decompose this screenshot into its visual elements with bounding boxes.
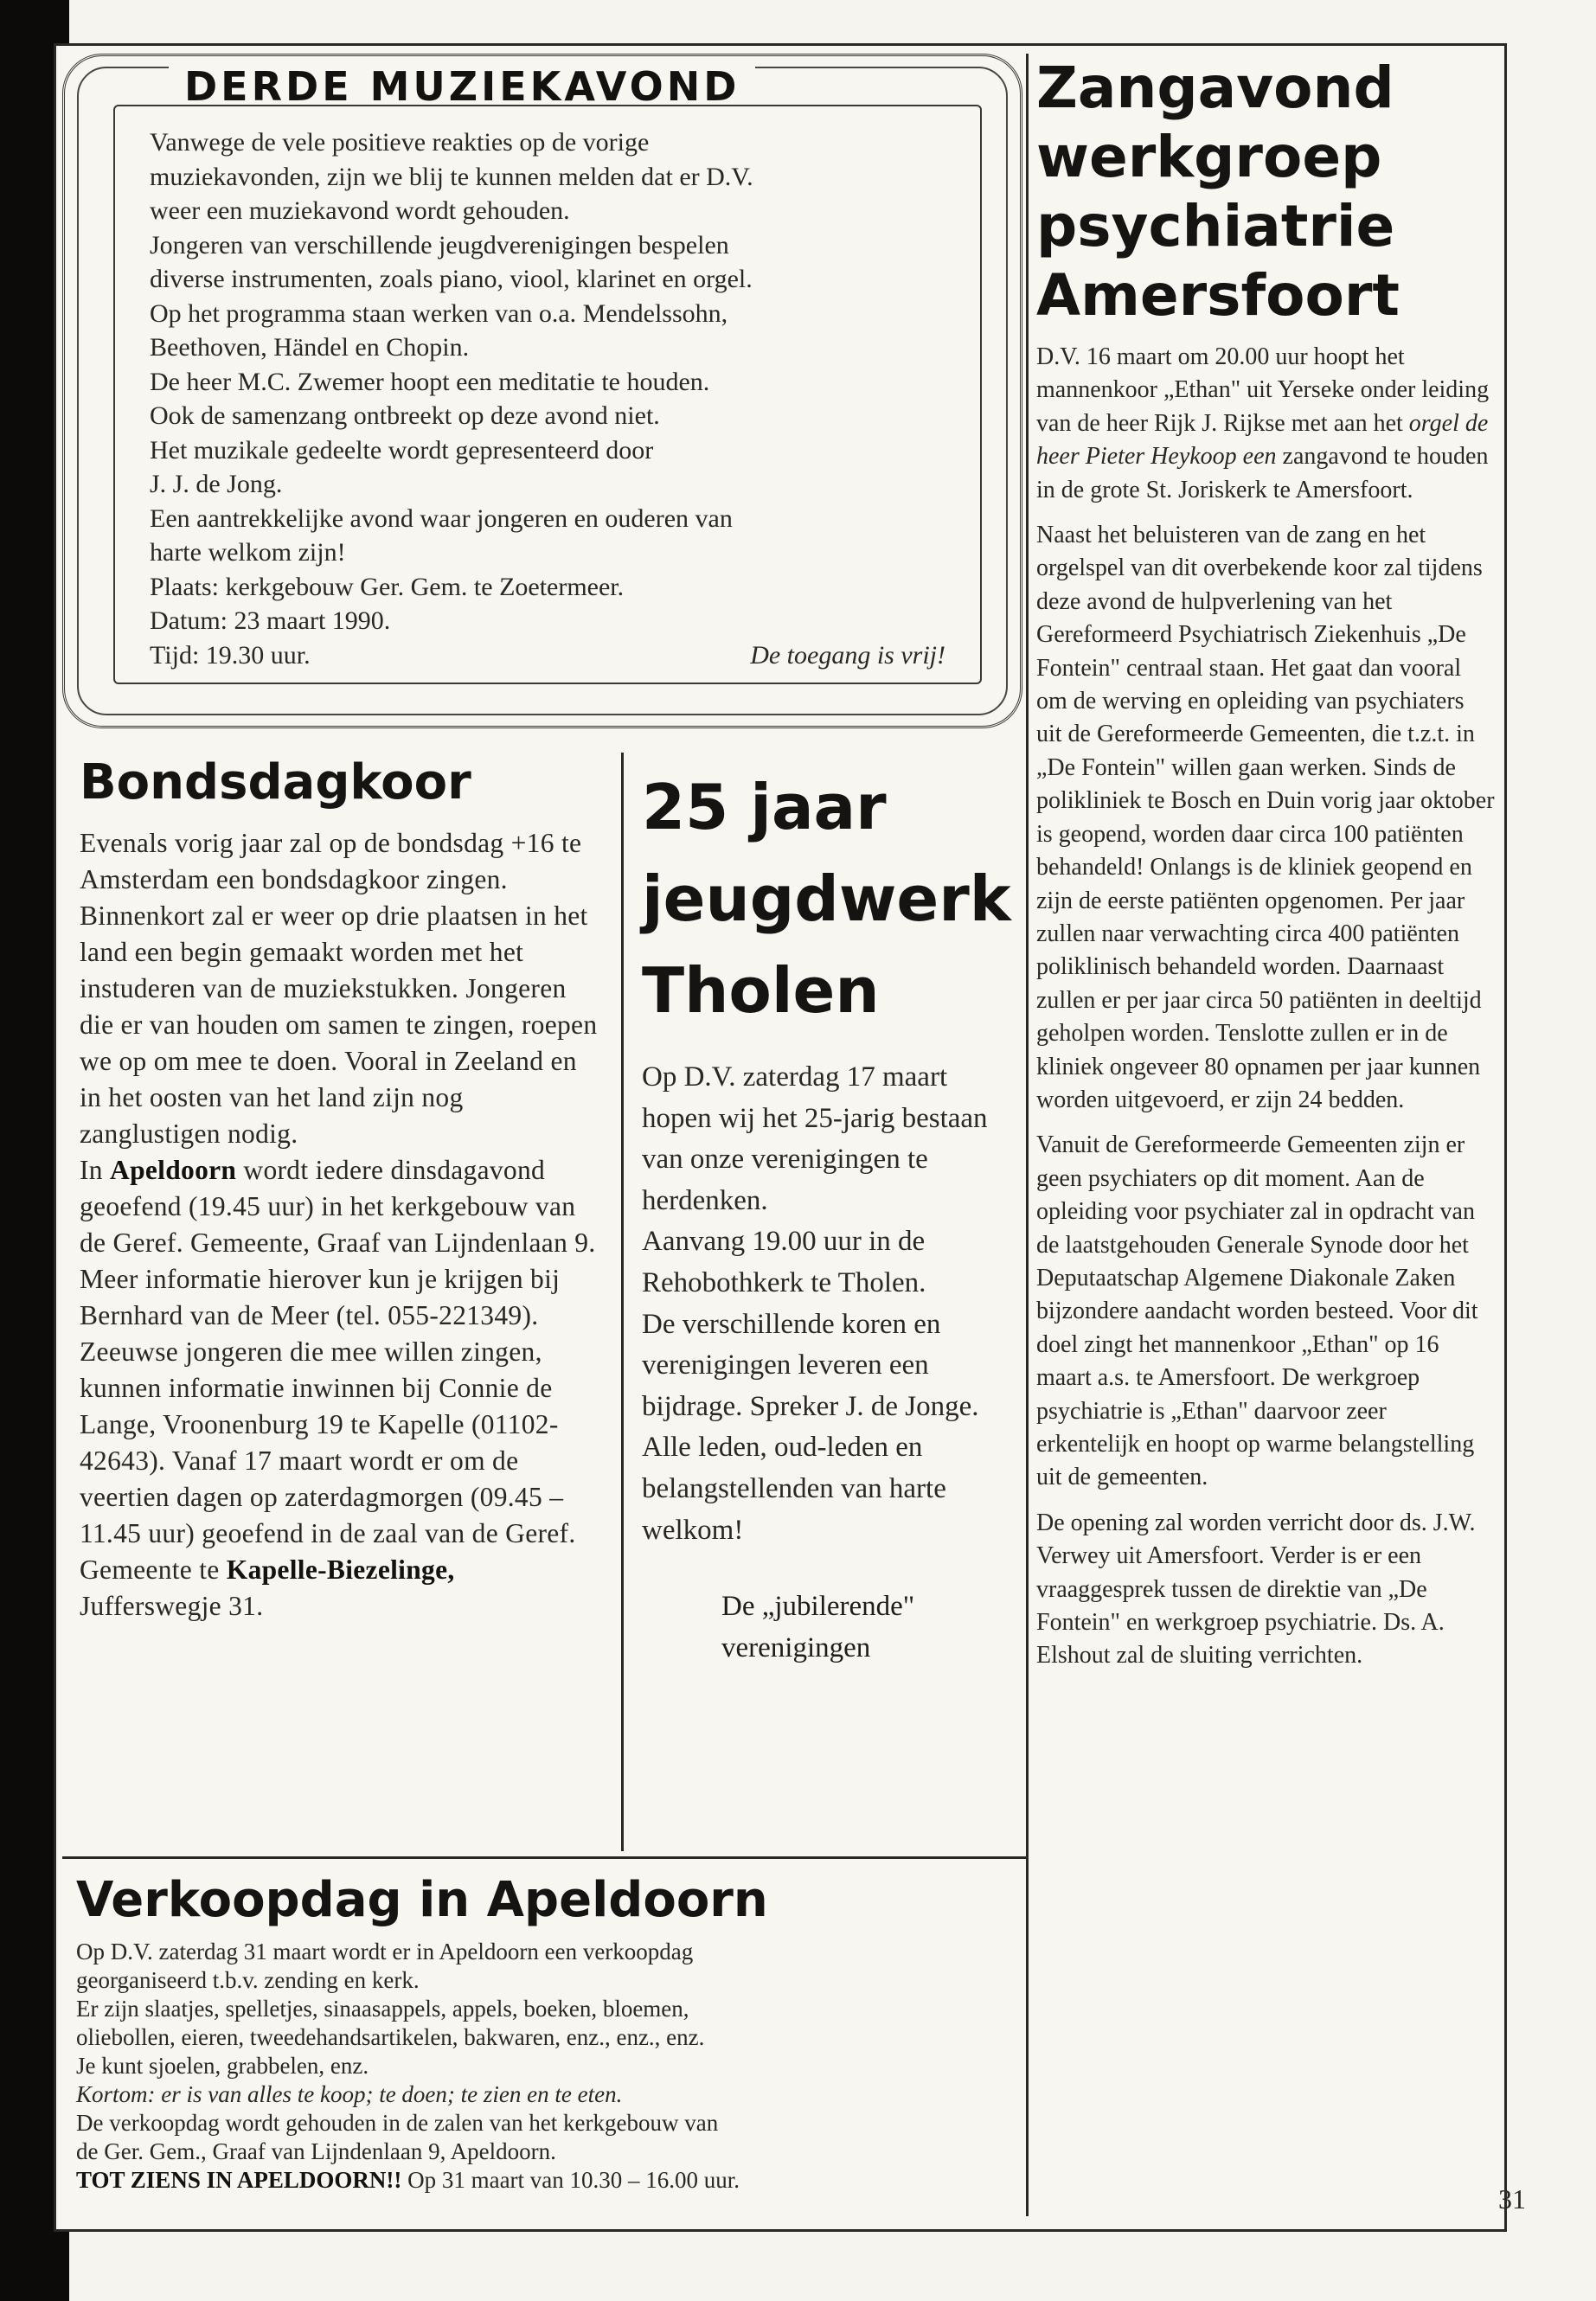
zangavond-title-line: psychiatrie xyxy=(1036,193,1395,260)
verkoopdag-title: Verkoopdag in Apeldoorn xyxy=(76,1872,768,1928)
verkoopdag-line: Er zijn slaatjes, spelletjes, sinaasappels, appels, boeken, bloemen, xyxy=(76,1996,689,2022)
muziekavond-line: Jongeren van verschillende jeugdverenigingen bespelen xyxy=(150,230,729,260)
zangavond-title-line: Amersfoort xyxy=(1036,262,1400,329)
zangavond-p1-text: D.V. 16 maart om 20.00 uur hoopt het mannenkoor „Ethan" uit Yerseke onder leiding van de heer Rijk J. Rijkse met aan het xyxy=(1036,343,1490,437)
jeugdwerk-title-line: Tholen xyxy=(642,954,880,1027)
jeugdwerk-title-line: 25 jaar xyxy=(642,771,887,843)
verkoopdag-line: Op D.V. zaterdag 31 maart wordt er in Apeldoorn een verkoopdag xyxy=(76,1939,694,1965)
verkoopdag-line: georganiseerd t.b.v. zending en kerk. xyxy=(76,1967,420,1993)
verkoopdag-top-rule xyxy=(62,1856,1026,1859)
bondsdagkoor-p2-bold: Apeldoorn xyxy=(110,1155,237,1185)
jeugdwerk-signature-line: verenigingen xyxy=(721,1632,871,1664)
verkoopdag-final-line xyxy=(76,2166,1019,2195)
verkoopdag-line: oliebollen, eieren, tweedehandsartikelen, bakwaren, enz., enz., enz. xyxy=(76,2024,705,2050)
verkoopdag-article xyxy=(76,1868,1019,2195)
zangavond-p1-italic: orgel de heer Pieter Heykoop een xyxy=(1036,409,1489,471)
bondsdagkoor-paragraph-3 xyxy=(80,1334,599,1625)
bondsdagkoor-article xyxy=(80,753,599,1625)
bondsdagkoor-p2-text-end: wordt iedere dinsdagavond geoefend (19.45 uur) in het kerkgebouw van de Geref. Gemeente, Graaf van Lijndenlaan 9. Meer informatie hierover kun je krijgen bij Bernhard van de Meer (tel. 055-221349). xyxy=(80,1155,596,1330)
muziekavond-line: weer een muziekavond wordt gehouden. xyxy=(150,196,570,225)
zangavond-title-line: werkgroep xyxy=(1036,124,1382,190)
zangavond-paragraph-4: De opening zal worden verricht door ds. J.W. Verwey uit Amersfoort. Verder is er een vraaggesprek tussen de direktie van „De Fontein" en werkgroep psychiatrie. Ds. A. Elshout zal de sluiting verrichten. xyxy=(1036,1509,1476,1670)
muziekavond-body xyxy=(150,125,945,672)
zangavond-title-line: Zangavond xyxy=(1036,54,1394,121)
verkoopdag-line: de Ger. Gem., Graaf van Lijndenlaan 9, Apeldoorn. xyxy=(76,2138,556,2164)
muziekavond-line: Vanwege de vele positieve reakties op de vorige xyxy=(150,128,650,157)
verkoopdag-final-rest: Op 31 maart van 10.30 – 16.00 uur. xyxy=(401,2167,740,2193)
muziekavond-line: Een aantrekkelijke avond waar jongeren en ouderen van xyxy=(150,503,733,533)
muziekavond-time: Tijd: 19.30 uur. xyxy=(150,640,311,670)
verkoopdag-line: De verkoopdag wordt gehouden in de zalen van het kerkgebouw van xyxy=(76,2110,719,2136)
bondsdagkoor-p2-text: In xyxy=(80,1155,111,1185)
jeugdwerk-article xyxy=(642,761,1011,1669)
jeugdwerk-signature xyxy=(721,1586,1005,1669)
muziekavond-line: diverse instrumenten, zoals piano, viool, klarinet en orgel. xyxy=(150,265,753,293)
bondsdagkoor-title: Bondsdagkoor xyxy=(80,754,471,811)
bondsdagkoor-p3-bold: Kapelle-Biezelinge, xyxy=(226,1554,455,1585)
muziekavond-text-box xyxy=(113,105,982,684)
jeugdwerk-title-line: jeugdwerk xyxy=(642,862,1011,935)
zangavond-paragraph-3: Vanuit de Gereformeerde Gemeenten zijn er geen psychiaters op dit moment. Aan de opleiding voor psychiater zal in opdracht van de laatstgehouden Generale Synode door het Deputaatschap Algemene Diakonale Zaken bijzondere aandacht worden besteed. Voor dit doel zingt het mannenkoor „Ethan" op 16 maart a.s. te Amersfoort. De werkgroep psychiatrie is „Ethan" daarvoor zeer erkentelijk en hoopt op warme belangstelling uit de gemeenten. xyxy=(1036,1131,1478,1491)
bondsdagkoor-p3-text-end: Jufferswegje 31. xyxy=(80,1591,264,1621)
verkoopdag-final-bold: TOT ZIENS IN APELDOORN!! xyxy=(76,2167,402,2193)
muziekavond-line: De heer M.C. Zwemer hoopt een meditatie te houden. xyxy=(150,367,710,396)
column-divider-right xyxy=(1026,54,1029,2216)
muziekavond-line: Beethoven, Händel en Chopin. xyxy=(150,333,470,362)
jeugdwerk-signature-line: De „jubilerende" xyxy=(721,1591,915,1623)
bondsdagkoor-paragraph-1: Evenals vorig jaar zal op de bondsdag +16 te Amsterdam een bondsdagkoor zingen. Binnenkort zal er weer op drie plaatsen in het land een begin gemaakt worden met het instuderen van de muziekstukken. Jongeren die er van houden om samen te zingen, roepen we op om mee te doen. Vooral in Zeeland en in het oosten van het land zijn nog zanglustigen nodig. xyxy=(80,828,598,1149)
zangavond-article xyxy=(1036,54,1495,1685)
zangavond-p1-text-end: zangavond te houden in de grote St. Joriskerk te Amersfoort. xyxy=(1036,443,1489,503)
muziekavond-line: Ook de samenzang ontbreekt op deze avond niet. xyxy=(150,401,660,430)
muziekavond-line: Datum: 23 maart 1990. xyxy=(150,606,391,635)
muziekavond-line: harte welkom zijn! xyxy=(150,538,346,567)
muziekavond-time-row xyxy=(150,638,945,673)
muziekavond-line: J. J. de Jong. xyxy=(150,470,283,498)
zangavond-title xyxy=(1036,54,1495,330)
jeugdwerk-paragraph-4: Alle leden, oud-leden en belangstellenden van harte welkom! xyxy=(642,1432,946,1546)
jeugdwerk-paragraph-2: Aanvang 19.00 uur in de Rehobothkerk te Tholen. xyxy=(642,1226,926,1298)
muziekavond-line: Het muzikale gedeelte wordt gepresenteerd door xyxy=(150,435,654,465)
muziekavond-frame xyxy=(62,54,1022,728)
jeugdwerk-paragraph-3: De verschillende koren en verenigingen leveren een bijdrage. Spreker J. de Jonge. xyxy=(642,1308,979,1422)
verkoopdag-line: Je kunt sjoelen, grabbelen, enz. xyxy=(76,2053,369,2079)
jeugdwerk-paragraph-1: Op D.V. zaterdag 17 maart hopen wij het 25-jarig bestaan van onze verenigingen te herdenken. xyxy=(642,1061,988,1216)
bondsdagkoor-paragraph-2 xyxy=(80,1152,599,1334)
jeugdwerk-title xyxy=(642,761,1011,1036)
zangavond-paragraph-2: Naast het beluisteren van de zang en het orgelspel van dit overbekende koor zal tijdens deze avond de hulpverlening van het Gereformeerd Psychiatrisch Ziekenhuis „De Fontein" centraal staan. Het gaat dan vooral om de werving en opleiding van psychiaters uit de Gereformeerde Gemeenten, die t.z.t. in „De Fontein" willen gaan werken. Sinds de polikliniek te Bosch en Duin vorig jaar oktober is geopend, worden daar circa 100 patiënten behandeld! Onlangs is de kliniek geopend en zijn de eerste patiënten opgenomen. Per jaar zullen naar verwachting circa 400 patiënten poliklinisch behandeld worden. Daarnaast zullen er per jaar circa 50 patiënten in deeltijd geholpen worden. Tenslotte zullen er in de kliniek ongeveer 80 opnamen per jaar kunnen worden uitgevoerd, er zijn 24 bedden. xyxy=(1036,522,1495,1113)
page-number: 31 xyxy=(1498,2183,1526,2214)
zangavond-paragraph-1 xyxy=(1036,341,1495,507)
muziekavond-line: Op het programma staan werken van o.a. Mendelssohn, xyxy=(150,298,728,328)
verkoopdag-italic-line: Kortom: er is van alles te koop; te doen; te zien en te eten. xyxy=(76,2081,623,2107)
muziekavond-free-entry: De toegang is vrij! xyxy=(750,640,945,670)
column-divider-middle xyxy=(621,753,624,1851)
muziekavond-line: Plaats: kerkgebouw Ger. Gem. te Zoetermeer. xyxy=(150,572,625,601)
muziekavond-line: muziekavonden, zijn we blij te kunnen melden dat er D.V. xyxy=(150,162,753,191)
bondsdagkoor-p3-text: Zeeuwse jongeren die mee willen zingen, kunnen informatie inwinnen bij Connie de Lange, Vroonenburg 19 te Kapelle (01102-42643). Vanaf 17 maart wordt er om de veertien dagen op zaterdagmorgen (09.45 – 11.45 uur) geoefend in de zaal van de Geref. Gemeente te xyxy=(80,1336,576,1585)
muziekavond-title: DERDE MUZIEKAVOND xyxy=(169,63,755,110)
